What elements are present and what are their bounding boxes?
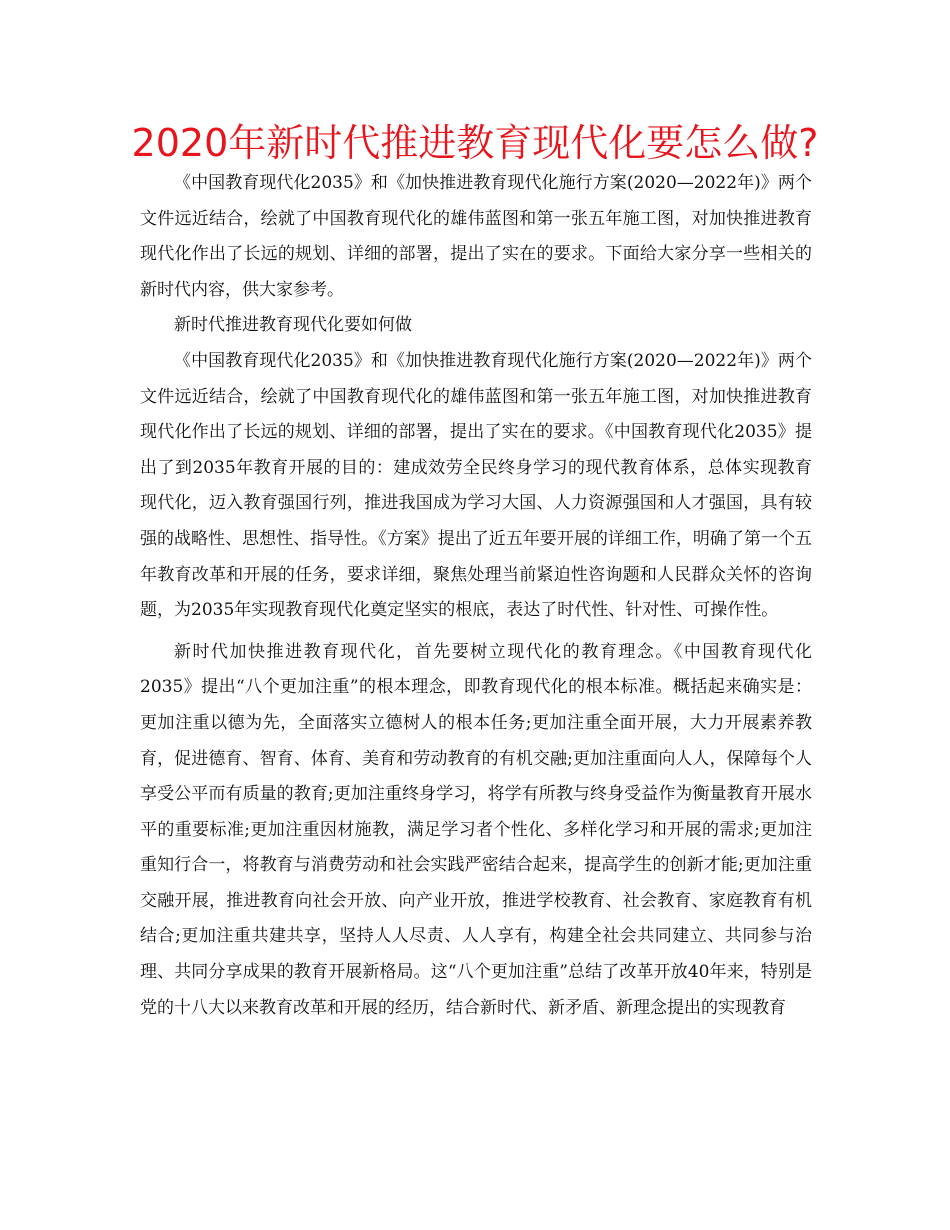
- section-heading: 新时代推进教育现代化要如何做: [174, 315, 412, 336]
- paragraph-intro: 《中国教育现代化2035》和《加快推进教育现代化施行方案(2020—2022年)》两个文件远近结合，绘就了中国教育现代化的雄伟蓝图和第一张五年施工图，对加快推进教育现代化作出了长远的规划、详细的部署，提出了实在的要求。下面给大家分享一些相关的新时代内容，供大家参考。: [140, 173, 812, 300]
- paragraph-plans: 《中国教育现代化2035》和《加快推进教育现代化施行方案(2020—2022年)》两个文件远近结合，绘就了中国教育现代化的雄伟蓝图和第一张五年施工图，对加快推进教育现代化作出了长远的规划、详细的部署，提出了实在的要求。《中国教育现代化2035》提出了到2035年教育开展的目的：建成效劳全民终身学习的现代教育体系，总体实现教育现代化，迈入教育强国行列，推进我国成为学习大国、人力资源强国和人才强国，具有较强的战略性、思想性、指导性。《方案》提出了近五年要开展的详细工作，明确了第一个五年教育改革和开展的任务，要求详细，聚焦处理当前紧迫性咨询题和人民群众关怀的咨询题，为2035年实现教育现代化奠定坚实的根底，表达了时代性、针对性、可操作性。: [140, 350, 812, 621]
- paragraph-principles: 新时代加快推进教育现代化，首先要树立现代化的教育理念。《中国教育现代化2035》提出“八个更加注重”的根本理念，即教育现代化的根本标准。概括起来确实是：更加注重以德为先，全面落实立德树人的根本任务;更加注重全面开展，大力开展素养教育，促进德育、智育、体育、美育和劳动教育的有机交融;更加注重面向人人，保障每个人享受公平而有质量的教育;更加注重终身学习，将学有所教与终身受益作为衡量教育开展水平的重要标准;更加注重因材施教，满足学习者个性化、多样化学习和开展的需求;更加注重知行合一，将教育与消费劳动和社会实践严密结合起来，提高学生的创新才能;更加注重交融开展，推进教育向社会开放、向产业开放，推进学校教育、社会教育、家庭教育有机结合;更加注重共建共享，坚持人人尽责、人人享有，构建全社会共同建立、共同参与治理、共同分享成果的教育开展新格局。这“八个更加注重”总结了改革开放40年来，特别是党的十八大以来教育改革和开展的经历，结合新时代、新矛盾、新理念提出的实现教育: [140, 641, 812, 1018]
- document-body: [140, 166, 812, 1026]
- document-title: 2020年新时代推进教育现代化要怎么做?: [131, 121, 819, 165]
